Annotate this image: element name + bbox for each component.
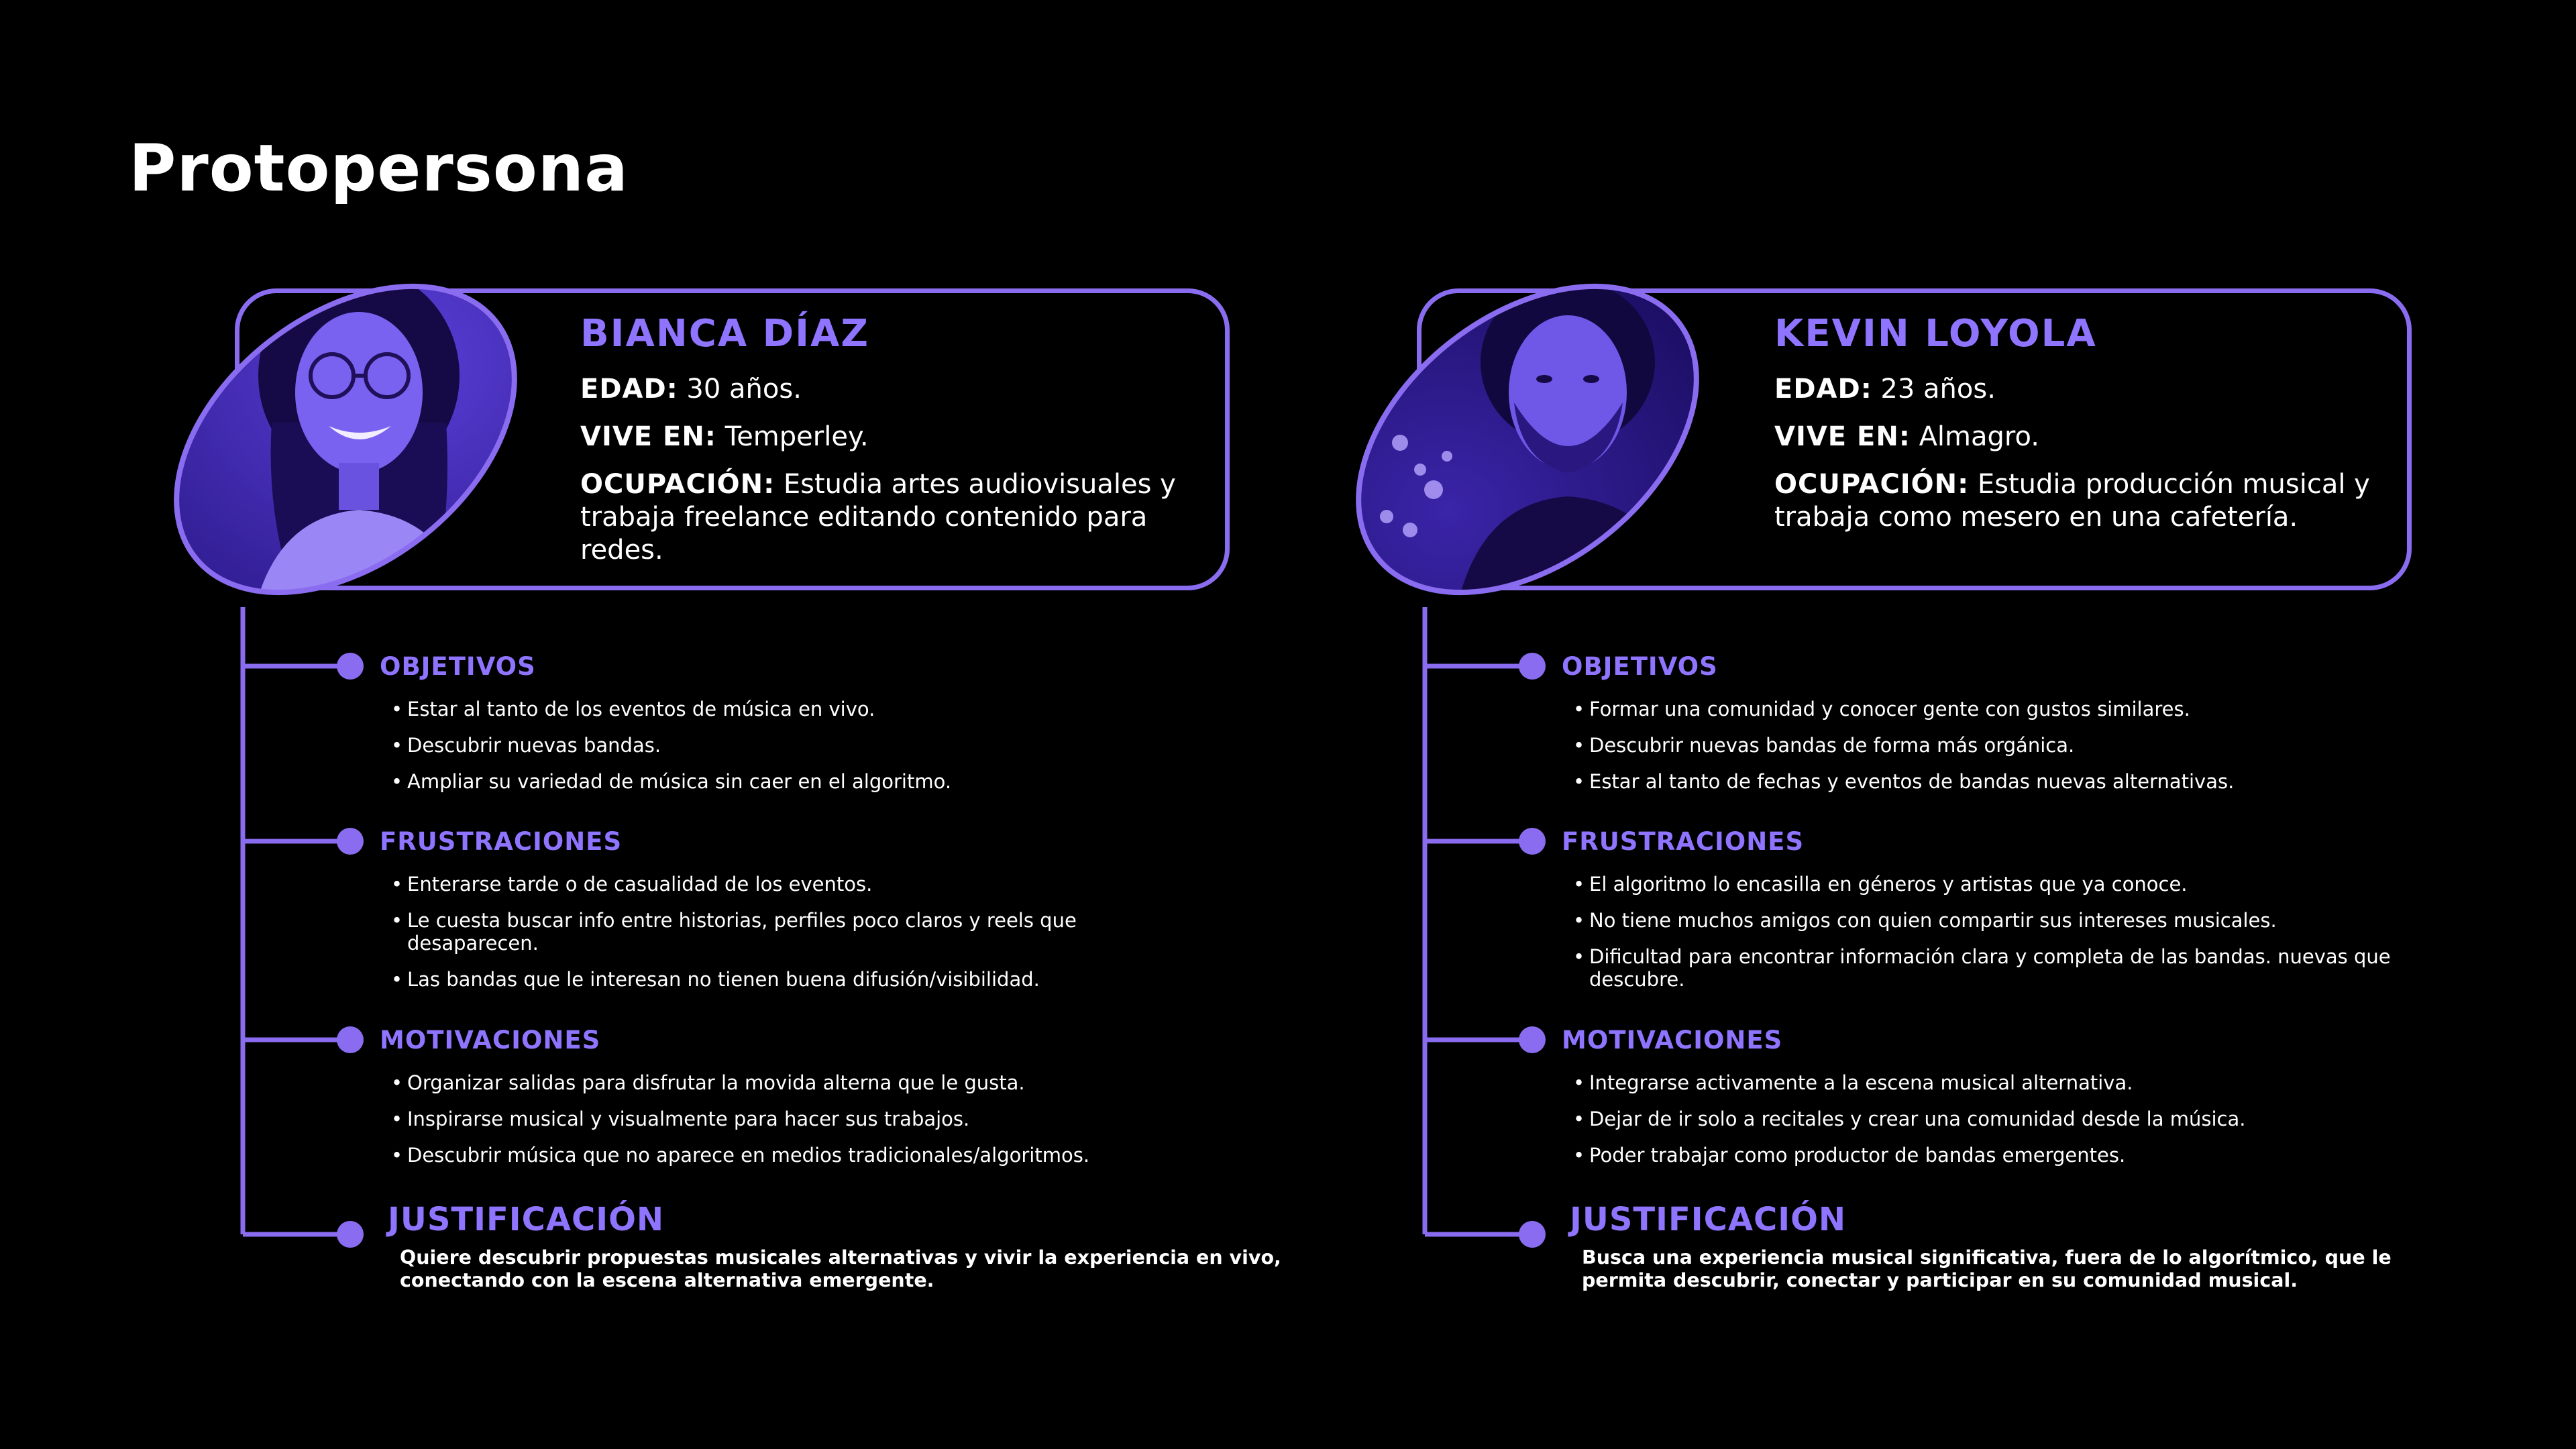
edad-label: EDAD: [1774,374,1872,405]
list-item: • Le cuesta buscar info entre historias, perfiles poco claros y reels que desaparecen. [391,909,1138,955]
list-item: • Estar al tanto de fechas y eventos de bandas nuevas alternativas. [1573,770,2412,793]
list-item: • Integrarse activamente a la escena musical alternativa. [1573,1071,2412,1094]
persona-name: BIANCA DÍAZ [580,312,869,356]
justificacion-text: Busca una experiencia musical significativa, fuera de lo algorítmico, que le permita descubrir, conectar y participar en su comunidad musical. [1582,1246,2392,1291]
motivaciones-list [391,1071,1230,1180]
edad-label: EDAD: [580,374,678,405]
vive-label: VIVE EN: [580,421,716,452]
list-item: • Inspirarse musical y visualmente para hacer sus trabajos. [391,1108,1230,1130]
list-item: • Poder trabajar como productor de bandas emergentes. [1573,1144,2412,1167]
persona-card-bianca [0,0,1281,1449]
motivaciones-title: MOTIVACIONES [380,1026,601,1055]
list-item: • El algoritmo lo encasilla en géneros y artistas que ya conoce. [1573,873,2412,896]
list-item: • Formar una comunidad y conocer gente con gustos similares. [1573,698,2412,720]
frustraciones-list [1573,873,2412,1004]
page-title: Protopersona [129,131,629,206]
list-item: • Ampliar su variedad de música sin caer en el algoritmo. [391,770,1230,793]
motivaciones-list [1573,1071,2412,1180]
vive-value: Almagro. [1919,421,2039,452]
list-item: • Descubrir nuevas bandas. [391,734,1230,757]
list-item: • Estar al tanto de los eventos de música en vivo. [391,698,1230,720]
persona-name: KEVIN LOYOLA [1774,312,2097,356]
list-item: • Descubrir nuevas bandas de forma más orgánica. [1573,734,2412,757]
frustraciones-title: FRUSTRACIONES [380,827,623,856]
ocupacion-label: OCUPACIÓN: [580,469,775,500]
list-item: • Enterarse tarde o de casualidad de los eventos. [391,873,1183,896]
persona-card-kevin [1182,0,2457,1449]
edad-value: 23 años. [1880,374,1996,405]
frustraciones-title: FRUSTRACIONES [1562,827,1805,856]
list-item: • Dejar de ir solo a recitales y crear una comunidad desde la música. [1573,1108,2412,1130]
ocupacion-value: Estudia producción musical y trabaja como mesero en una cafetería. [1774,469,2370,533]
ocupacion-label: OCUPACIÓN: [1774,469,1970,500]
vive-value: Temperley. [724,421,869,452]
objetivos-list [391,698,1230,806]
motivaciones-title: MOTIVACIONES [1562,1026,1783,1055]
vive-label: VIVE EN: [1774,421,1911,452]
frustraciones-list [391,873,1183,1004]
objetivos-title: OBJETIVOS [380,652,536,681]
objetivos-title: OBJETIVOS [1562,652,1718,681]
list-item: • Organizar salidas para disfrutar la movida alterna que le gusta. [391,1071,1230,1094]
list-item: • Las bandas que le interesan no tienen buena difusión/visibilidad. [391,968,1183,991]
ocupacion-value: Estudia artes audiovisuales y trabaja freelance editando contenido para redes. [580,469,1176,566]
edad-value: 30 años. [686,374,802,405]
list-item: • Dificultad para encontrar información clara y completa de las bandas. nuevas que descubre. [1573,945,2412,991]
justificacion-title: JUSTIFICACIÓN [388,1201,665,1238]
justificacion-title: JUSTIFICACIÓN [1570,1201,1847,1238]
objetivos-list [1573,698,2412,806]
list-item: • No tiene muchos amigos con quien compartir sus intereses musicales. [1573,909,2412,932]
list-item: • Descubrir música que no aparece en medios tradicionales/algoritmos. [391,1144,1230,1167]
justificacion-text: Quiere descubrir propuestas musicales alternativas y vivir la experiencia en vivo, conectando con la escena alternativa emergente. [400,1246,1281,1291]
